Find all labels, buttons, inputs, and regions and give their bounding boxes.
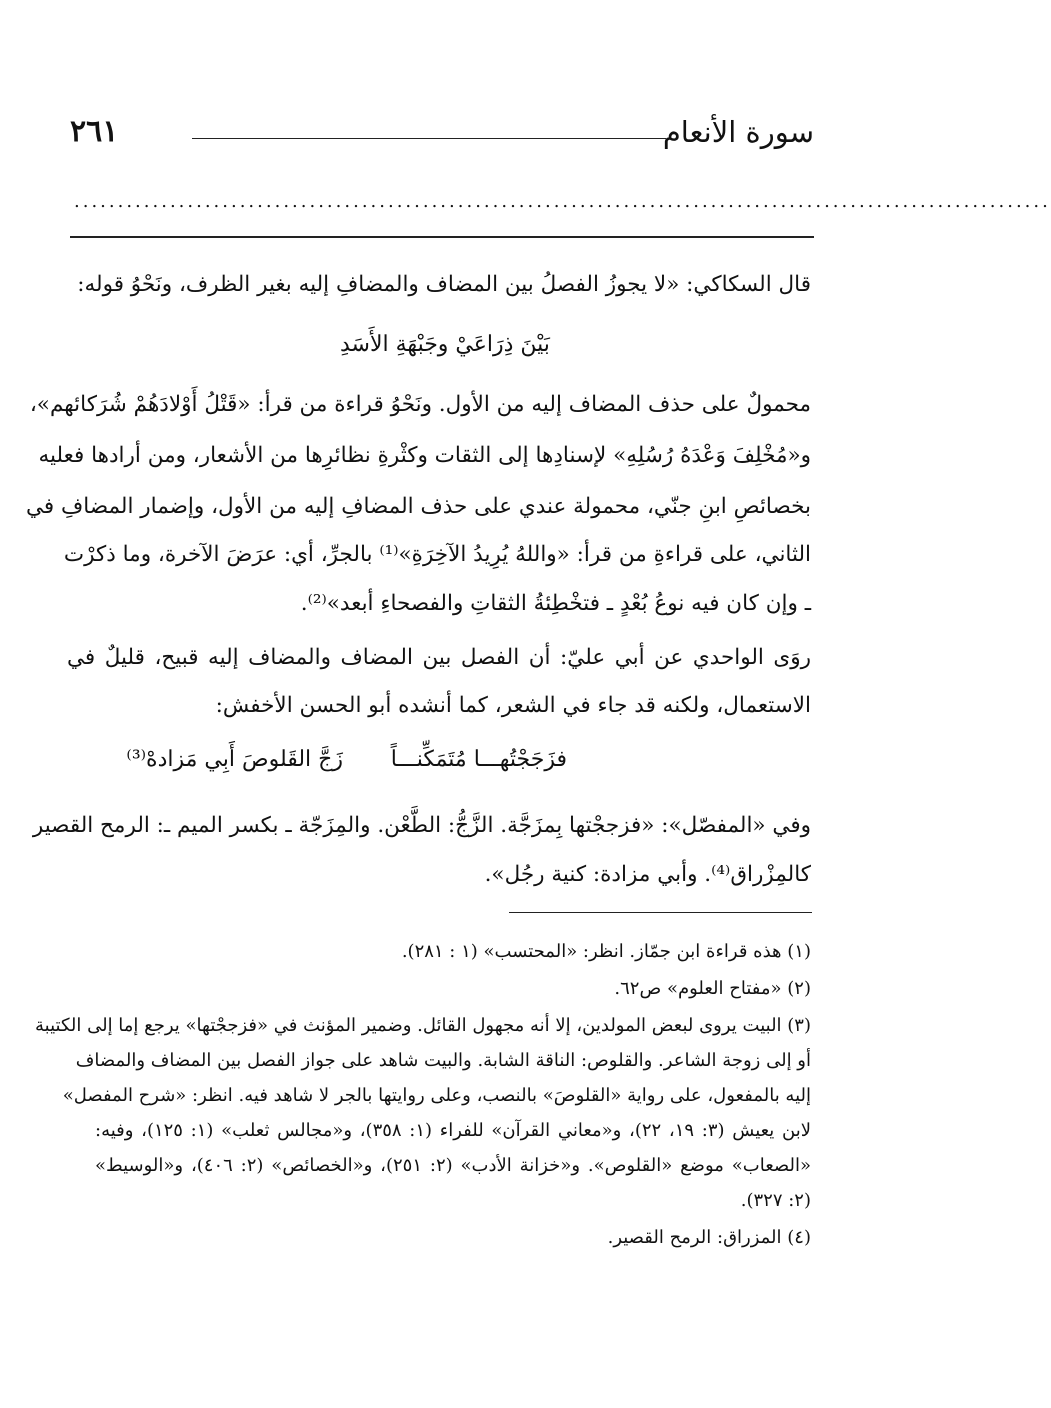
footnote-3-line: أو إلى زوجة الشاعر. والقلوص: الناقة الشابة. والبيت شاهد على جواز الفصل بين المضاف والمضاف: [75, 1050, 811, 1071]
footnote-rule: [509, 912, 812, 913]
footnote-1: (١) هذه قراءة ابن جمّاز. انظر: «المحتسب» (١ : ٢٨١).: [401, 941, 811, 962]
text-line: الثاني، على قراءةِ من قرأ: «واللهُ يُرِيدُ الآخِرَةِ»⁽¹⁾ بالجرِّ، أي: عرَضَ الآخرة، وما ذكرْت: [63, 542, 811, 567]
page-header: [70, 112, 814, 156]
text-line: قال السكاكي: «لا يجوزُ الفصلُ بين المضاف والمضافِ إليه بغير الظرف، ونَحْوُ قوله:: [77, 272, 811, 297]
text-line: وفي «المفصّل»: «فزججْتها بِمزَجَّة. الزَّجُّ: الطَّعْن. والمِزَجّة ـ بكسر الميم ـ: الرمح القصير: [32, 813, 811, 838]
header-rule: [192, 138, 666, 139]
verse-hemistich-right: فزَجَجْتُهـــا مُتَمَكِّنـــاً: [390, 747, 567, 772]
text-line: و«مُخْلِفَ وَعْدَهُ رُسُلِهِ» لإسنادِها إلى الثقات وكثْرةِ نظائرِها من الأشعار، ومن أرادها فعليه: [38, 443, 811, 468]
text-line: الاستعمال، ولكنه قد جاء في الشعر، كما أنشده أبو الحسن الأخفش:: [215, 693, 811, 718]
text-line: محمولٌ على حذف المضاف إليه من الأول. ونَحْوُ قراءة من قرأ: «قَتْلُ أَوْلادَهُمْ شُرَكائهم»،: [29, 392, 811, 417]
footnote-3-line: لابن يعيش (٣: ١٩، ٢٢)، و«معاني القرآن» للفراء (١: ٣٥٨)، و«مجالس ثعلب» (١: ١٢٥)، وفيه:: [95, 1120, 811, 1141]
footnote-3-line: «الصعاب» موضع «القلوص». و«خزانة الأدب» (٢: ٢٥١)، و«الخصائص» (٢: ٤٠٦)، و«الوسيط»: [95, 1155, 811, 1176]
top-rule: [70, 236, 814, 238]
text-line: روَى الواحدي عن أبي عليّ: أن الفصل بين المضاف والمضاف إليه قبيح، قليلٌ في: [67, 645, 811, 670]
surah-title: سورة الأنعام: [662, 115, 814, 149]
text-line: كالمِزْراق⁽⁴⁾. وأبي مزادة: كنية رجُل».: [484, 862, 811, 887]
text-line: ـ وإن كان فيه نوعُ بُعْدٍ ـ فتخْطِئةُ الثقاتِ والفصحاءِ أبعد»⁽²⁾.: [300, 591, 811, 616]
footnote-3: (٣) البيت يروى لبعض المولدين، إلا أنه مجهول القائل. وضمير المؤنث في «فزججْتها» يرجع إما إلى الكتيبة: [35, 1015, 811, 1036]
verse-hemistich-left: زَجَّ القَلوصَ أَبِي مَزادهْ⁽³⁾: [126, 747, 343, 772]
footnote-2: (٢) «مفتاح العلوم» ص٦٢.: [614, 978, 811, 999]
verse-line: بَيْنَ ذِرَاعَيْ وجَبْهَةِ الأَسَدِ: [340, 332, 550, 357]
footnote-3-line: (٢: ٣٢٧).: [740, 1190, 811, 1211]
page-number: ٢٦١: [70, 114, 119, 149]
dotted-separator: ................................................................................................................: [74, 191, 1051, 212]
footnote-3-line: إليه بالمفعول، على رواية «القلوصَ» بالنصب، وعلى روايتها بالجر لا شاهد فيه. انظر: «شرح المفصل»: [62, 1085, 811, 1106]
text-line: بخصائصِ ابنِ جنّي، محمولة عندي على حذف المضافِ إليه من الأول، وإضمار المضافِ في: [25, 494, 811, 519]
footnote-4: (٤) المزراق: الرمح القصير.: [607, 1227, 811, 1248]
